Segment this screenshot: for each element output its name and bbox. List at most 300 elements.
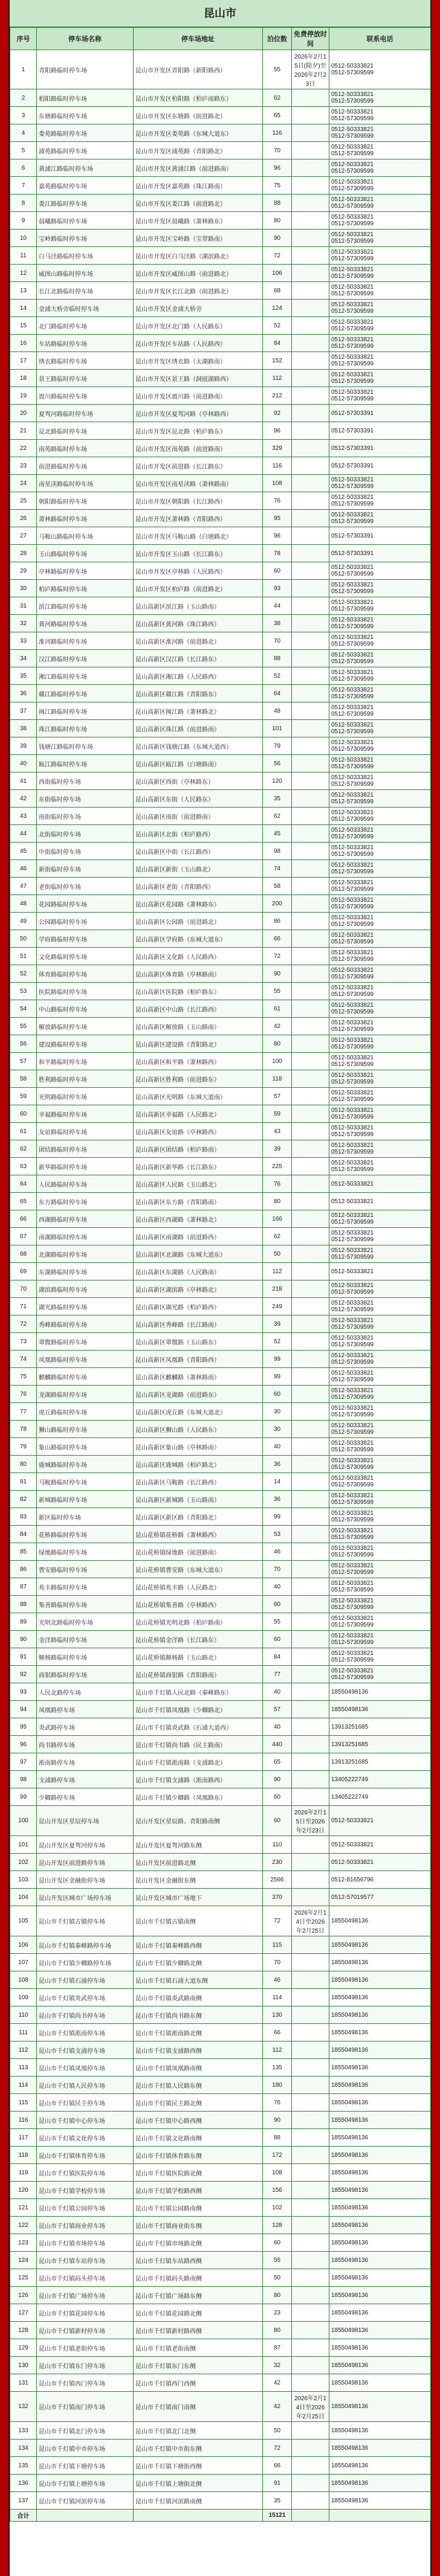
row-name: 花园路临时停车场 — [37, 895, 134, 913]
table-row — [10, 1701, 431, 1718]
row-name: 马鞍山路临时停车场 — [37, 527, 134, 545]
row-spaces: 66 — [263, 930, 292, 948]
table-row — [10, 1035, 431, 1053]
row-free-time — [292, 1648, 329, 1666]
row-spaces: 62 — [263, 808, 292, 825]
row-free-time — [292, 2269, 329, 2287]
row-address: 昆山高新区鹿城路（柏庐路北） — [134, 1456, 263, 1473]
row-free-time — [292, 2077, 329, 2094]
row-phone: 0512-50333821 0512-57309599 — [329, 1543, 431, 1561]
row-index: 110 — [10, 2006, 37, 2024]
table-row — [10, 2112, 431, 2129]
table-row — [10, 1871, 431, 1889]
row-free-time — [292, 2339, 329, 2357]
row-phone: 13405222749 — [329, 1788, 431, 1806]
row-index: 48 — [10, 895, 37, 913]
row-address: 昆山高新区翠微路（玉山路东） — [134, 1333, 263, 1351]
table-row — [10, 615, 431, 632]
table-row — [10, 1854, 431, 1871]
row-free-time — [292, 1788, 329, 1806]
row-index: 91 — [10, 1648, 37, 1666]
table-row — [10, 843, 431, 860]
row-phone: 0512-50333821 0512-57309599 — [329, 1245, 431, 1263]
row-phone: 18550498136 — [329, 2059, 431, 2077]
row-name: 赣江路临时停车场 — [37, 685, 134, 702]
row-spaces: 23 — [263, 2304, 292, 2322]
row-name: 金浦大桥旁临时停车场 — [37, 300, 134, 317]
row-phone: 0512-50333821 0512-57309599 — [329, 825, 431, 843]
table-row — [10, 1578, 431, 1596]
row-phone: 0512-50333821 0512-57309599 — [329, 177, 431, 194]
row-phone: 13913251685 — [329, 1718, 431, 1736]
row-address: 昆山高新区湖光路（柏庐路西） — [134, 1298, 263, 1315]
row-address: 昆山市千灯镇西门西侧 — [134, 2374, 263, 2392]
row-name: 友谊路临时停车场 — [37, 1123, 134, 1140]
row-free-time — [292, 1140, 329, 1158]
table-row — [10, 2147, 431, 2164]
row-spaces: 40 — [263, 1683, 292, 1701]
total-label: 合计 — [10, 2510, 37, 2522]
row-index: 126 — [10, 2287, 37, 2304]
row-name: 花桥路临时停车场 — [37, 1526, 134, 1543]
row-address: 昆山高新区公园路（前进路北） — [134, 913, 263, 930]
row-spaces: 116 — [263, 124, 292, 142]
row-free-time — [292, 1836, 329, 1854]
row-index: 58 — [10, 1070, 37, 1088]
row-free-time — [292, 1228, 329, 1245]
row-phone: 0512-50333821 0512-57309599 — [329, 247, 431, 265]
row-index: 44 — [10, 825, 37, 843]
row-free-time — [292, 2217, 329, 2234]
table-row — [10, 562, 431, 580]
row-address: 昆山市千灯镇商业街东侧 — [134, 2217, 263, 2234]
row-phone: 18550498136 — [329, 2041, 431, 2059]
row-index: 32 — [10, 615, 37, 632]
row-free-time — [292, 142, 329, 159]
row-name: 昆山开发区城市广场停车场 — [37, 1889, 134, 1906]
row-address: 昆山市开发区娄江路（前进路北） — [134, 194, 263, 212]
row-phone: 0512-50333821 0512-57309599 — [329, 107, 431, 124]
row-index: 5 — [10, 142, 37, 159]
table-row — [10, 1175, 431, 1193]
row-free-time — [292, 1971, 329, 1989]
row-free-time — [292, 387, 329, 405]
row-spaces: 68 — [263, 282, 292, 300]
row-phone: 0512-50333821 0512-57309599 — [329, 983, 431, 1000]
row-spaces: 102 — [263, 2199, 292, 2217]
row-index: 28 — [10, 545, 37, 562]
row-index: 22 — [10, 440, 37, 457]
row-name: 公园路临时停车场 — [37, 913, 134, 930]
row-spaces: 70 — [263, 1954, 292, 1971]
table-row — [10, 387, 431, 405]
row-free-time — [292, 177, 329, 194]
row-name: 浦苑路临时停车场 — [37, 142, 134, 159]
row-spaces: 90 — [263, 230, 292, 247]
row-spaces: 180 — [263, 2077, 292, 2094]
row-address: 昆山花桥镇兆丰路（人民路北） — [134, 1578, 263, 1596]
row-address: 昆山高新区狮山路（人民路东） — [134, 1421, 263, 1438]
row-name: 朝阳路临时停车场 — [37, 492, 134, 510]
row-spaces: 212 — [263, 387, 292, 405]
table-row — [10, 1543, 431, 1561]
row-address: 昆山高新区黄河路（珠江路西） — [134, 615, 263, 632]
row-phone: 0512-50333821 0512-57309599 — [329, 1421, 431, 1438]
table-row — [10, 1836, 431, 1854]
row-name: 昆山开发区金融街停车场 — [37, 1871, 134, 1889]
row-spaces: 32 — [263, 2357, 292, 2374]
row-index: 2 — [10, 89, 37, 107]
row-free-time — [292, 265, 329, 282]
row-free-time — [292, 1871, 329, 1889]
row-index: 94 — [10, 1701, 37, 1718]
row-free-time — [292, 1088, 329, 1105]
row-address: 昆山市开发区宝岭路（宝带路南） — [134, 230, 263, 247]
row-name: 昆山市千灯镇南门停车场 — [37, 2392, 134, 2422]
table-row — [10, 1718, 431, 1736]
row-index: 56 — [10, 1035, 37, 1053]
row-free-time — [292, 965, 329, 983]
row-phone: 18550498136 — [329, 1971, 431, 1989]
row-spaces: 66 — [263, 2024, 292, 2041]
row-free-time — [292, 580, 329, 597]
row-free-time — [292, 825, 329, 843]
row-spaces: 52 — [263, 667, 292, 685]
row-name: 龙湖路临时停车场 — [37, 1386, 134, 1403]
row-index: 64 — [10, 1175, 37, 1193]
total-empty-name — [37, 2510, 134, 2522]
row-phone: 18550498136 — [329, 1954, 431, 1971]
row-spaces: 74 — [263, 860, 292, 878]
row-index: 125 — [10, 2269, 37, 2287]
row-index: 114 — [10, 2077, 37, 2094]
row-index: 37 — [10, 702, 37, 720]
row-index: 60 — [10, 1105, 37, 1123]
row-free-time — [292, 2304, 329, 2322]
row-free-time — [292, 2024, 329, 2041]
table-row — [10, 2041, 431, 2059]
row-free-time — [292, 335, 329, 352]
row-index: 18 — [10, 370, 37, 387]
row-name: 玉山路临时停车场 — [37, 545, 134, 562]
table-row — [10, 772, 431, 790]
row-index: 104 — [10, 1889, 37, 1906]
row-phone: 0512-50333821 0512-57309599 — [329, 230, 431, 247]
row-spaces: 80 — [263, 1193, 292, 1210]
row-spaces: 55 — [263, 983, 292, 1000]
table-row — [10, 2252, 431, 2269]
row-name: 昆山市千灯镇河滨停车场 — [37, 2492, 134, 2510]
row-index: 86 — [10, 1561, 37, 1578]
row-address: 昆山市开发区亭林路（人民路西） — [134, 562, 263, 580]
row-address: 昆山高新区东街（人民路东） — [134, 790, 263, 808]
row-name: 宝岭路临时停车场 — [37, 230, 134, 247]
row-phone: 0512-50333821 0512-57309599 — [329, 1280, 431, 1298]
row-phone: 0512-50333821 0512-57309599 — [329, 1158, 431, 1175]
row-name: 昆山市千灯镇尚书停车场 — [37, 2006, 134, 2024]
row-phone: 0512-50333821 0512-57309599 — [329, 878, 431, 895]
row-address: 昆山市千灯镇下塘街西侧 — [134, 2457, 263, 2475]
row-index: 90 — [10, 1631, 37, 1648]
row-phone: 0512-50333821 0512-57309599 — [329, 370, 431, 387]
row-index: 98 — [10, 1771, 37, 1788]
row-address: 昆山市千灯镇市场路北侧 — [134, 2234, 263, 2252]
row-address: 昆山高新区钱塘江路（东城大道西） — [134, 737, 263, 755]
row-spaces: 42 — [263, 2392, 292, 2422]
row-index: 69 — [10, 1263, 37, 1280]
row-name: 嘉苑路临时停车场 — [37, 177, 134, 194]
row-address: 昆山市开发区晨曦路（萧林路东） — [134, 212, 263, 230]
row-phone: 0512-50333821 0512-57309599 — [329, 685, 431, 702]
row-name: 淞南路停车场 — [37, 1753, 134, 1771]
row-phone: 0512-50333821 — [329, 1193, 431, 1210]
row-address: 昆山市千灯镇尚书路东侧 — [134, 2006, 263, 2024]
table-row — [10, 1018, 431, 1035]
table-row — [10, 1561, 431, 1578]
row-free-time — [292, 2234, 329, 2252]
table-row — [10, 1989, 431, 2006]
row-index: 72 — [10, 1315, 37, 1333]
row-spaces: 40 — [263, 1718, 292, 1736]
row-phone: 18550498136 — [329, 2199, 431, 2217]
row-address: 昆山市开发区北门路（人民路东） — [134, 317, 263, 335]
table-row — [10, 913, 431, 930]
row-index: 8 — [10, 194, 37, 212]
row-spaces: 55 — [263, 1613, 292, 1631]
row-free-time — [292, 2129, 329, 2147]
table-row — [10, 965, 431, 983]
row-phone: 0512-50333821 0512-57309599 — [329, 265, 431, 282]
row-index: 10 — [10, 230, 37, 247]
row-free-time — [292, 1421, 329, 1438]
row-phone: 18550498136 — [329, 2492, 431, 2510]
table-row — [10, 335, 431, 352]
row-index: 20 — [10, 405, 37, 422]
row-address: 昆山高新区新城路（玉山路南） — [134, 1491, 263, 1508]
row-free-time — [292, 2094, 329, 2112]
row-name: 鹿城路临时停车场 — [37, 1456, 134, 1473]
row-index: 52 — [10, 965, 37, 983]
row-spaces: 440 — [263, 1736, 292, 1753]
row-address: 昆山花桥镇集善路（亭林路西） — [134, 1596, 263, 1613]
row-phone: 0512-50333821 0512-57309599 — [329, 790, 431, 808]
row-index: 134 — [10, 2439, 37, 2457]
row-free-time: 2026年2月15日至2026年2月23日 — [292, 1806, 329, 1836]
table-row — [10, 2024, 431, 2041]
row-spaces: 46 — [263, 1971, 292, 1989]
row-address: 昆山市千灯镇秦峰路西侧 — [134, 1936, 263, 1954]
row-address: 昆山市千灯镇中市街东侧 — [134, 2439, 263, 2457]
row-index: 27 — [10, 527, 37, 545]
row-free-time — [292, 422, 329, 440]
row-spaces: 77 — [263, 1666, 292, 1683]
row-phone: 13913251685 — [329, 1736, 431, 1753]
row-phone: 0512-50333821 0512-57309599 — [329, 89, 431, 107]
row-phone: 0512-50333821 0512-57309599 — [329, 913, 431, 930]
row-spaces: 42 — [263, 1018, 292, 1035]
row-phone: 0512-57303391 — [329, 422, 431, 440]
table-row — [10, 1193, 431, 1210]
row-address: 昆山开发区星辰路、青阳路南侧 — [134, 1806, 263, 1836]
row-phone: 0512-50333821 0512-57309599 — [329, 1386, 431, 1403]
table-row — [10, 300, 431, 317]
row-phone: 0512-50333821 0512-57309599 — [329, 597, 431, 615]
row-name: 昆山市千灯镇北门停车场 — [37, 2422, 134, 2439]
row-free-time — [292, 1578, 329, 1596]
row-phone: 0512-50333821 0512-57309599 — [329, 737, 431, 755]
row-address: 昆山花桥镇花桥路（萧林路西） — [134, 1526, 263, 1543]
row-index: 33 — [10, 632, 37, 650]
row-name: 商银路临时停车场 — [37, 1666, 134, 1683]
row-free-time — [292, 667, 329, 685]
row-free-time — [292, 615, 329, 632]
table-row — [10, 2339, 431, 2357]
row-index: 128 — [10, 2322, 37, 2339]
row-spaces: 61 — [263, 1000, 292, 1018]
row-phone: 18550498136 — [329, 1683, 431, 1701]
row-free-time: 2026年2月14日至2026年2月25日 — [292, 2392, 329, 2422]
row-spaces: 100 — [263, 1053, 292, 1070]
row-address: 昆山高新区光明路（东城大道南） — [134, 1088, 263, 1105]
table-row — [10, 177, 431, 194]
row-free-time — [292, 720, 329, 737]
table-row — [10, 247, 431, 265]
row-address: 昆山花桥镇商银路（青阳路南） — [134, 1666, 263, 1683]
row-name: 光明北路临时停车场 — [37, 1613, 134, 1631]
row-index: 89 — [10, 1613, 37, 1631]
row-address: 昆山高新区北街（柏庐路西） — [134, 825, 263, 843]
row-name: 北街临时停车场 — [37, 825, 134, 843]
row-spaces: 90 — [263, 1771, 292, 1788]
row-spaces: 88 — [263, 2129, 292, 2147]
row-index: 83 — [10, 1508, 37, 1526]
row-spaces: 106 — [263, 265, 292, 282]
row-name: 和平路临时停车场 — [37, 1053, 134, 1070]
row-phone: 0512-50333821 0512-57309599 — [329, 1666, 431, 1683]
row-name: 昆山市千灯镇少卿路停车场 — [37, 1954, 134, 1971]
row-spaces: 2566 — [263, 1871, 292, 1889]
row-free-time — [292, 1683, 329, 1701]
row-name: 前进路临时停车场 — [37, 457, 134, 475]
row-address: 昆山市开发区黄浦江路（前进路南） — [134, 159, 263, 177]
row-spaces: 57 — [263, 1088, 292, 1105]
row-address: 昆山高新区象山路（亭林路南） — [134, 1438, 263, 1456]
table-row — [10, 2357, 431, 2374]
row-spaces: 120 — [263, 772, 292, 790]
row-free-time — [292, 930, 329, 948]
row-free-time — [292, 808, 329, 825]
row-spaces: 110 — [263, 1836, 292, 1854]
row-name: 昆山市千灯镇秦峰路停车场 — [37, 1936, 134, 1954]
row-address: 昆山开发区前进路北侧 — [134, 1854, 263, 1871]
table-row — [10, 527, 431, 545]
row-spaces: 60 — [263, 1788, 292, 1806]
row-address: 昆山高新区滨江路（玉山路南） — [134, 597, 263, 615]
row-spaces: 39 — [263, 1315, 292, 1333]
row-spaces: 72 — [263, 948, 292, 965]
table-row — [10, 2217, 431, 2234]
row-name: 虎丘路临时停车场 — [37, 1403, 134, 1421]
row-free-time — [292, 2374, 329, 2392]
row-address: 昆山市开发区朝阳路（长江路西） — [134, 492, 263, 510]
row-address: 昆山市开发区玉山路（长江路东） — [134, 545, 263, 562]
table-row — [10, 1788, 431, 1806]
row-address: 昆山高新区西湖路（萧林路北） — [134, 1210, 263, 1228]
table-row — [10, 2234, 431, 2252]
row-phone: 0512-50333821 0512-57309599 — [329, 843, 431, 860]
row-index: 92 — [10, 1666, 37, 1683]
row-phone: 0512-50333821 0512-57309599 — [329, 580, 431, 597]
row-index: 42 — [10, 790, 37, 808]
row-free-time — [292, 1889, 329, 1906]
row-name: 柏阳路临时停车场 — [37, 89, 134, 107]
row-address: 昆山高新区珠江路（前进路南） — [134, 720, 263, 737]
row-address: 昆山市开发区景王路（洞庭湖路西） — [134, 370, 263, 387]
row-free-time — [292, 1456, 329, 1473]
row-free-time — [292, 2147, 329, 2164]
row-free-time — [292, 2475, 329, 2492]
row-name: 昆北路临时停车场 — [37, 422, 134, 440]
row-name: 湖滨路临时停车场 — [37, 1280, 134, 1298]
row-free-time — [292, 983, 329, 1000]
row-spaces: 114 — [263, 1989, 292, 2006]
row-phone: 0512-50333821 0512-57309599 — [329, 212, 431, 230]
row-index: 1 — [10, 50, 37, 89]
row-phone: 18550498136 — [329, 2077, 431, 2094]
row-phone: 0512-50333821 0512-57309599 — [329, 965, 431, 983]
row-phone: 18550498136 — [329, 2024, 431, 2041]
table-row — [10, 2199, 431, 2217]
row-address: 昆山市千灯镇支浦路西侧 — [134, 2041, 263, 2059]
row-free-time — [292, 790, 329, 808]
row-spaces: 50 — [263, 2422, 292, 2439]
row-name: 昆山市千灯镇文化停车场 — [37, 2129, 134, 2147]
row-address: 昆山高新区秀峰路（长江路南） — [134, 1315, 263, 1333]
row-free-time — [292, 1596, 329, 1613]
table-row — [10, 1263, 431, 1280]
row-phone: 0512-50333821 — [329, 1263, 431, 1280]
row-name: 金洋路临时停车场 — [37, 1631, 134, 1648]
row-name: 曹安路临时停车场 — [37, 1561, 134, 1578]
row-free-time — [292, 1280, 329, 1298]
row-phone: 0512-50333821 0512-57309599 — [329, 755, 431, 772]
row-phone: 18550498136 — [329, 2112, 431, 2129]
row-index: 93 — [10, 1683, 37, 1701]
row-name: 体育路临时停车场 — [37, 965, 134, 983]
row-free-time — [292, 597, 329, 615]
row-address: 昆山高新区西街（亭林路东） — [134, 772, 263, 790]
table-row — [10, 1421, 431, 1438]
table-row — [10, 667, 431, 685]
row-address: 昆山高新区花园路（萧林路东） — [134, 895, 263, 913]
row-phone: 18550498136 — [329, 2234, 431, 2252]
row-spaces: 59 — [263, 1105, 292, 1123]
row-address: 昆山市千灯镇东门东侧 — [134, 2357, 263, 2374]
row-name: 黄河路临时停车场 — [37, 615, 134, 632]
row-free-time — [292, 457, 329, 475]
row-index: 115 — [10, 2094, 37, 2112]
row-address: 昆山高新区新街（玉山路北） — [134, 860, 263, 878]
row-phone: 0512-50333821 0512-57309599 — [329, 1438, 431, 1456]
row-name: 景王路临时停车场 — [37, 370, 134, 387]
row-index: 109 — [10, 1989, 37, 2006]
row-spaces: 70 — [263, 1561, 292, 1578]
total-empty-time — [292, 2510, 329, 2522]
table-row — [10, 317, 431, 335]
row-spaces: 64 — [263, 685, 292, 702]
row-index: 3 — [10, 107, 37, 124]
row-phone: 18550498136 — [329, 2217, 431, 2234]
